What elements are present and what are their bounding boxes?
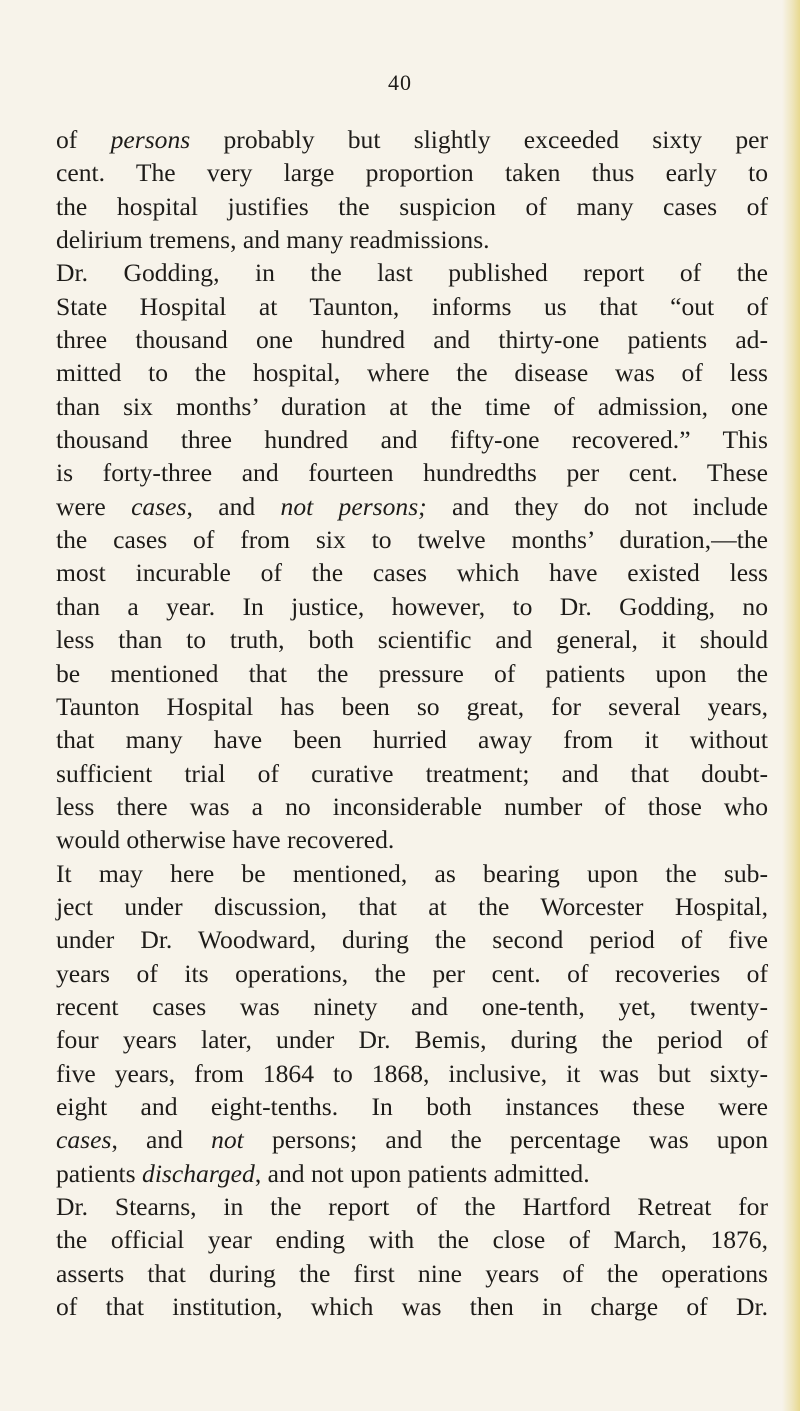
line-text: of that institution, which was then in charge of Dr.	[56, 1292, 768, 1322]
text-line	[56, 356, 768, 389]
text-line	[56, 790, 768, 823]
text-line	[56, 1190, 768, 1223]
italic-phrase: discharged	[142, 1158, 255, 1188]
text-line	[56, 523, 768, 556]
text-line	[56, 1090, 768, 1123]
line-text: the official year ending with the close of March, 1876,	[56, 1225, 768, 1255]
line-text: under Dr. Woodward, during the second period of five	[56, 925, 768, 955]
text-line	[56, 1057, 768, 1090]
line-text: Dr. Stearns, in the report of the Hartford Retreat for	[56, 1192, 768, 1221]
line-text: three thousand one hundred and thirty-one patients ad-	[56, 325, 768, 355]
body-text	[56, 123, 768, 1323]
page-number: 40	[388, 70, 412, 95]
page-edge-shadow	[782, 0, 800, 1411]
line-text: State Hospital at Taunton, informs us that “out of	[56, 291, 768, 321]
line-text: is forty-three and fourteen hundredths per cent. These	[56, 458, 768, 488]
text-line	[56, 1157, 768, 1190]
text-line	[56, 857, 768, 890]
text-line	[56, 823, 768, 856]
line-text: of	[56, 125, 111, 154]
text-line	[56, 156, 768, 189]
line-text: cent. The very large proportion taken thus early to	[56, 158, 768, 188]
line-text: the hospital justifies the suspicion of many cases of	[56, 191, 768, 221]
line-text: asserts that during the first nine years of the operations	[56, 1258, 768, 1288]
text-line	[56, 990, 768, 1023]
text-line	[56, 290, 768, 323]
line-text: persons; and the percentage was upon	[243, 1125, 768, 1155]
line-text: than a year. In justice, however, to Dr. Godding, no	[56, 591, 768, 621]
text-line	[56, 390, 768, 423]
text-line	[56, 123, 768, 156]
line-text: , and	[111, 1125, 212, 1155]
text-line	[56, 723, 768, 756]
italic-phrase: persons	[110, 125, 191, 154]
line-text: five years, from 1864 to 1868, inclusive, it was but sixty-	[56, 1058, 768, 1088]
line-text: most incurable of the cases which have existed less	[56, 558, 768, 588]
text-line	[56, 323, 768, 356]
line-text: Taunton Hospital has been so great, for several years,	[56, 691, 768, 721]
line-text: than six months’ duration at the time of admission, one	[56, 391, 768, 421]
line-text: It may here be mentioned, as bearing upon the sub-	[56, 858, 768, 888]
line-text: mitted to the hospital, where the disease was of less	[56, 358, 768, 388]
text-line	[56, 490, 768, 523]
text-line	[56, 757, 768, 790]
line-text: and they do not include	[426, 491, 768, 521]
line-text: would otherwise have recovered.	[56, 825, 395, 855]
text-line	[56, 623, 768, 656]
line-text: Dr. Godding, in the last published report of the	[56, 258, 768, 288]
line-text: , and not upon patients admitted.	[254, 1158, 590, 1188]
text-line	[56, 456, 768, 489]
line-text: four years later, under Dr. Bemis, during the period of	[56, 1025, 768, 1055]
text-line	[56, 1257, 768, 1290]
line-text: were	[56, 491, 132, 521]
line-text: the cases of from six to twelve months’ duration,—the	[56, 525, 768, 555]
text-line	[56, 690, 768, 723]
text-line	[56, 890, 768, 923]
text-line	[56, 657, 768, 690]
text-line	[56, 957, 768, 990]
line-text: that many have been hurried away from it without	[56, 725, 768, 755]
line-text: years of its operations, the per cent. of recoveries of	[56, 958, 768, 988]
text-line	[56, 190, 768, 223]
line-text: patients	[56, 1158, 143, 1188]
line-text: sufficient trial of curative treatment; and that doubt-	[56, 758, 768, 788]
line-text: less than to truth, both scientific and general, it should	[56, 625, 768, 655]
text-line	[56, 1290, 768, 1323]
line-text: probably but slightly exceeded sixty per	[190, 125, 768, 154]
line-text: less there was a no inconsiderable number of those who	[56, 791, 768, 821]
line-text: delirium tremens, and many readmissions.	[56, 225, 490, 255]
italic-phrase: cases	[56, 1125, 112, 1155]
text-line	[56, 590, 768, 623]
italic-phrase: not	[211, 1125, 244, 1155]
text-line	[56, 1023, 768, 1056]
line-text: ject under discussion, that at the Worcester Hospital,	[56, 891, 768, 921]
text-line	[56, 1223, 768, 1256]
text-line	[56, 923, 768, 956]
line-text: be mentioned that the pressure of patients upon the	[56, 658, 768, 688]
line-text: thousand three hundred and fifty-one recovered.” This	[56, 425, 768, 455]
italic-phrase: not persons;	[280, 491, 427, 521]
line-text: eight and eight-tenths. In both instances these were	[56, 1091, 768, 1121]
text-line	[56, 1123, 768, 1156]
line-text: recent cases was ninety and one-tenth, yet, twenty-	[56, 991, 768, 1021]
text-line	[56, 556, 768, 589]
text-line	[56, 256, 768, 289]
text-line	[56, 223, 768, 256]
line-text: , and	[186, 491, 281, 521]
italic-phrase: cases	[131, 491, 187, 521]
text-line	[56, 423, 768, 456]
